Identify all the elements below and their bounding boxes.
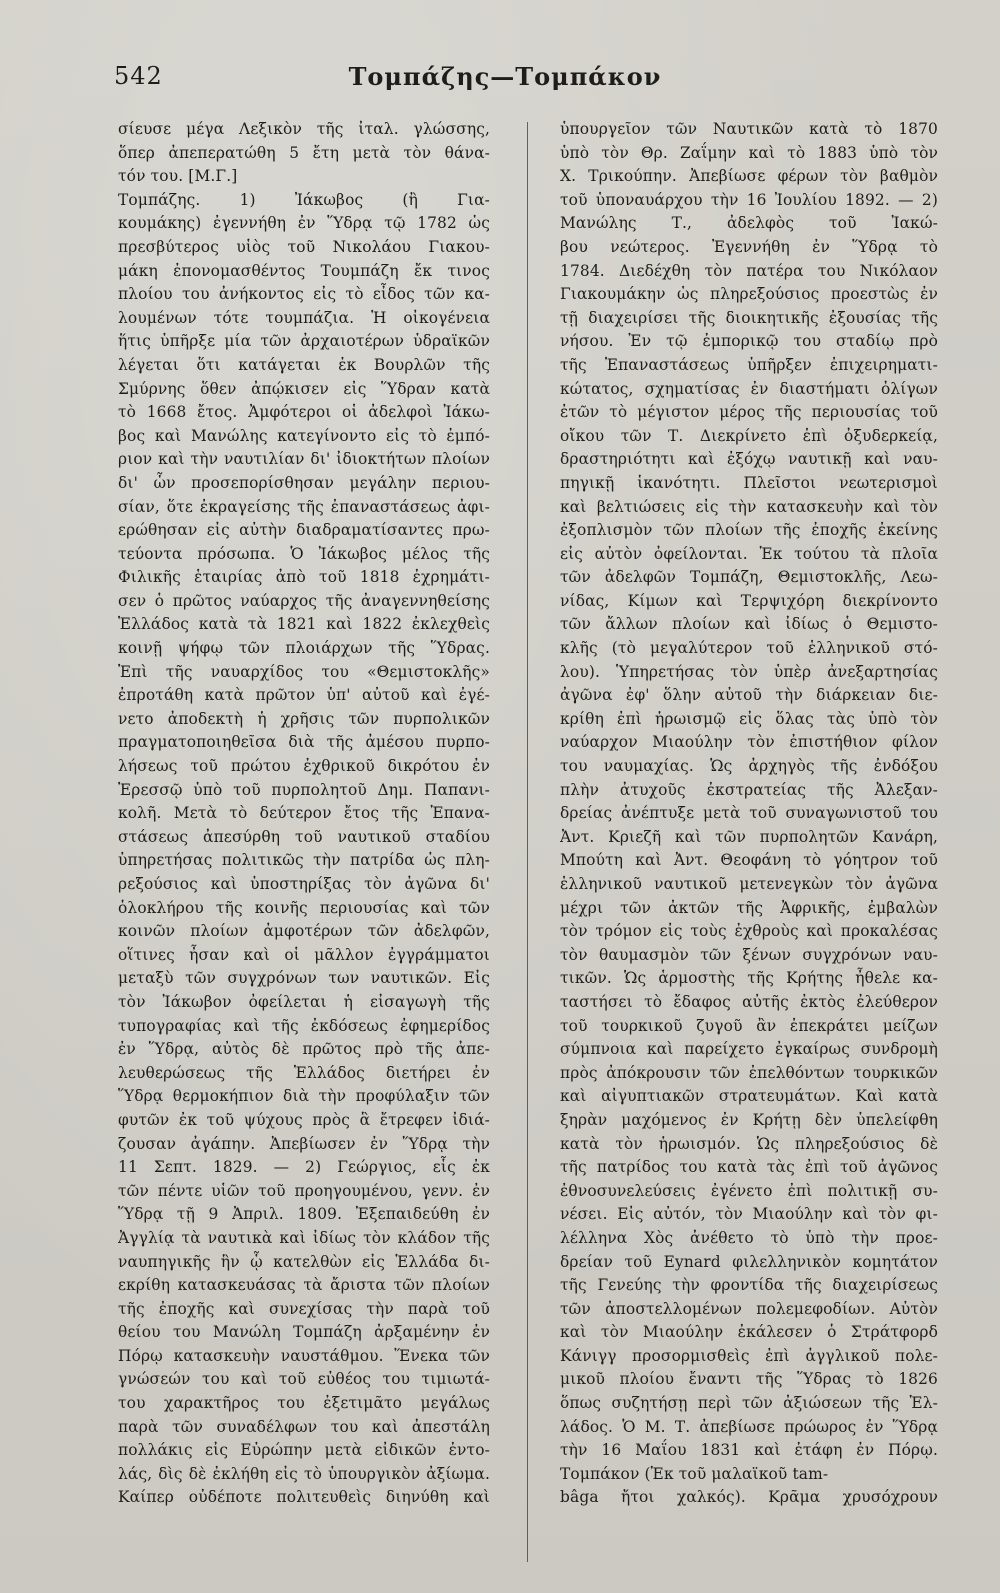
text-line: πραγματοποιηθεῖσα διὰ τῆς ἀμέσου πυρπο- [118, 733, 490, 752]
text-line: ξηρὰν μαχόμενος ἐν Κρήτῃ δὲν ὑπελείφθη [560, 1110, 938, 1129]
text-line: 1784. Διεδέχθη τὸν πατέρα του Νικόλαον [560, 261, 938, 280]
text-line: ὅπερ ἀπεπερατώθη 5 ἔτη μετὰ τὸν θάνα- [118, 143, 490, 162]
text-line: σίευσε μέγα Λεξικὸν τῆς ἰταλ. γλώσσης, [118, 120, 490, 138]
text-line: δρείαν τοῦ Eynard φιλελληνικὸν κομητάτον [560, 1252, 938, 1271]
text-line: ὁλοκλήρου τῆς κοινῆς περιουσίας καὶ τῶν [118, 898, 490, 917]
text-line: τῶν ἀδελφῶν Τομπάζη, Θεμιστοκλῆς, Λεω- [560, 568, 938, 587]
text-line: μάκη ἐπονομασθέντος Τουμπάζη ἔκ τινος [118, 261, 490, 280]
text-line: Μπούτη καὶ Ἀντ. Θεοφάνη τὸ γόητρον τοῦ [560, 851, 938, 870]
text-line: Ἐρεσσῷ ὑπὸ τοῦ πυρπολητοῦ Δημ. Παπανι- [118, 780, 490, 799]
text-line: πλοίου του ἀνήκοντος εἰς τὸ εἶδος τῶν κα- [118, 285, 490, 304]
text-line: κοινῶν πλοίων ἀμφοτέρων τῶν ἀδελφῶν, [118, 922, 490, 941]
text-line: πηγικῇ ἱκανότητι. Πλεῖστοι νεωτερισμοὶ [560, 473, 938, 492]
text-line: εκρίθη κατασκευάσας τὰ ἄριστα τῶν πλοίων [118, 1276, 490, 1295]
text-line: Φιλικῆς ἑταιρίας ἀπὸ τοῦ 1818 ἐχρημάτι- [118, 568, 490, 587]
text-line: ὅπως συζητήσῃ περὶ τῶν ἀξιώσεων τῆς Ἑλ- [560, 1394, 938, 1413]
text-line: καὶ τὸν Μιαούλην ἐκάλεσεν ὁ Στράτφορδ [560, 1323, 938, 1342]
page-number: 542 [114, 62, 163, 90]
text-line: νήσου. Ἐν τῷ ἐμπορικῷ του σταδίῳ πρὸ [560, 332, 938, 351]
text-line: ἐθνοσυνελεύσεις ἐγένετο ἐπὶ πολιτικῇ συ- [560, 1181, 938, 1200]
text-line: πλὴν ἀτυχοῦς ἐκστρατείας τῆς Ἀλεξαν- [560, 780, 938, 799]
text-line: Καίπερ οὐδέποτε πολιτευθεὶς διηνύθη καὶ [118, 1488, 490, 1507]
text-line: τῇ διαχειρίσει τῆς διοικητικῆς ἐξουσίας τῆς [560, 308, 938, 327]
text-line: ἐν Ὕδρᾳ, αὐτὸς δὲ πρῶτος πρὸ τῆς ἀπε- [118, 1040, 490, 1059]
text-line: τὸν θαυμασμὸν τῶν ξένων συγχρόνων ναυ- [560, 945, 938, 964]
text-line: λου). Ὑπηρετήσας τὸν ὑπὲρ ἀνεξαρτησίας [560, 662, 938, 681]
text-line: ερώθησαν εἰς αὐτὴν διαδραματίσαντες πρω- [118, 521, 490, 540]
text-line: λάς, δὶς δὲ ἐκλήθη εἰς τὸ ὑπουργικὸν ἀξίωμα. [118, 1464, 490, 1483]
text-line: δι' ὧν προσεπορίσθησαν μεγάλην περιου- [118, 473, 490, 492]
text-line: γνώσεών του καὶ τοῦ εὐθέος του τιμιωτά- [118, 1370, 490, 1389]
text-line: ταστήσει τὸ ἔδαφος αὐτῆς ἐκτὸς ἐλεύθερον [560, 992, 938, 1011]
text-line: τῶν πέντε υἱῶν τοῦ προηγουμένου, γενν. ἐν [118, 1181, 490, 1200]
text-line: εἰς αὐτὸν ὀφείλονται. Ἐκ τούτου τὰ πλοῖα [560, 544, 938, 563]
left-text-column [118, 118, 490, 1510]
text-line: τὴν 16 Μαΐου 1831 καὶ ἐτάφη ἐν Πόρῳ. [560, 1441, 938, 1460]
text-line: Πόρῳ κατασκευὴν ναυστάθμου. Ἕνεκα τῶν [118, 1346, 490, 1365]
text-line: μέχρι τῶν ἀκτῶν τῆς Ἀφρικῆς, ἐμβαλὼν [560, 898, 938, 917]
text-line: βου νεώτερος. Ἐγεννήθη ἐν Ὕδρᾳ τὸ [560, 237, 938, 256]
text-line: νετο ἀποδεκτὴ ἡ χρῆσις τῶν πυρπολικῶν [118, 709, 490, 728]
text-line: τικῶν. Ὡς ἁρμοστὴς τῆς Κρήτης ἦθελε κα- [560, 969, 938, 988]
text-line: Τομπάκον (Ἐκ τοῦ μαλαϊκοῦ tam- [560, 1464, 829, 1483]
text-line: κρίθη ἐπὶ ἡρωισμῷ εἰς ὅλας τὰς ὑπὸ τὸν [560, 709, 938, 728]
text-line: ἑλληνικοῦ ναυτικοῦ μετενεγκὼν τὸν ἀγῶνα [560, 875, 938, 893]
text-line: κώτατος, σχηματίσας ἐν διαστήματι ὀλίγων [560, 379, 938, 398]
text-line: Μανώλης Τ., ἀδελφὸς τοῦ Ἰακώ- [560, 214, 938, 233]
text-line: Ἐπὶ τῆς ναυαρχίδος του «Θεμιστοκλῆς» [118, 662, 490, 681]
text-line: Τομπάζης. 1) Ἰάκωβος (ἢ Για- [118, 190, 490, 209]
text-line: τῆς Γενεύης τὴν φροντίδα τῆς διαχειρίσεως [560, 1276, 938, 1295]
text-line: Ὕδρᾳ τῇ 9 Ἀπριλ. 1809. Ἐξεπαιδεύθη ἐν [118, 1205, 490, 1224]
text-line: κουμάκης) ἐγεννήθη ἐν Ὕδρᾳ τῷ 1782 ὡς [118, 214, 490, 233]
text-line: λουμένων τότε τουμπάζια. Ἡ οἰκογένεια [118, 308, 490, 327]
text-line: θείου του Μανώλη Τομπάζη ἀρξαμένην ἐν [118, 1323, 490, 1342]
text-line: Ἀντ. Κριεζῆ καὶ τῶν πυρπολητῶν Κανάρη, [560, 827, 938, 846]
text-line: κολῆ. Μετὰ τὸ δεύτερον ἔτος τῆς Ἐπανα- [118, 804, 490, 823]
text-line: ὑπὸ τὸν Θρ. Ζαΐμην καὶ τὸ 1883 ὑπὸ τὸν [560, 143, 938, 162]
text-line: τοῦ τουρκικοῦ ζυγοῦ ἂν ἐπεκράτει μείζων [560, 1016, 938, 1035]
text-line: ναυπηγικῆς ἣν ᾧ κατελθὼν εἰς Ἑλλάδα δι- [118, 1252, 490, 1271]
text-line: Κάνιγγ προσορμισθεὶς ἐπὶ ἀγγλικοῦ πολε- [560, 1346, 938, 1365]
text-line: οἵτινες ἦσαν καὶ οἱ μᾶλλον ἐγγράμματοι [118, 945, 490, 964]
text-line: Ὕδρᾳ θερμοκήπιον διὰ τὴν προφύλαξιν τῶν [118, 1087, 490, 1106]
text-line: του ναυμαχίας. Ὡς ἀρχηγὸς τῆς ἐνδόξου [560, 757, 938, 776]
text-line: τῶν ἄλλων πλοίων καὶ ἰδίως ὁ Θεμιστο- [560, 615, 938, 634]
text-line: σίαν, ὅτε ἐκραγείσης τῆς ἐπαναστάσεως ἀφι- [118, 497, 490, 516]
text-line: ἐπροτάθη κατὰ πρῶτον ὑπ' αὐτοῦ καὶ ἐγέ- [118, 686, 490, 705]
text-line: δρείας ἀνέπτυξε μετὰ τοῦ συναγωνιστοῦ του [560, 804, 938, 823]
text-line: Ἑλλάδος κατὰ τὰ 1821 καὶ 1822 ἐκλεχθεὶς [118, 615, 490, 634]
text-line: μεταξὺ τῶν συγχρόνων των ναυτικῶν. Εἰς [118, 969, 490, 988]
text-line: ἥτις ὑπῆρξε μία τῶν ἀρχαιοτέρων ὑδραϊκῶν [118, 332, 490, 351]
column-divider [527, 122, 528, 1562]
text-line: οἴκου τῶν Τ. Διεκρίνετο ἐπὶ ὀξυδερκείᾳ, [560, 426, 938, 445]
right-text-column [560, 118, 938, 1510]
text-line: καὶ αἰγυπτιακῶν στρατευμάτων. Καὶ κατὰ [560, 1087, 938, 1106]
text-line: παρὰ τῶν συναδέλφων του καὶ ἀπεστάλη [118, 1417, 490, 1436]
text-line: ζουσαν ἀγάπην. Ἀπεβίωσεν ἐν Ὕδρᾳ τὴν [118, 1134, 490, 1153]
text-line: ὑπηρετήσας πολιτικῶς τὴν πατρίδα ὡς πλη- [118, 851, 490, 870]
text-line: νίδας, Κίμων καὶ Τερψιχόρη διεκρίνοντο [560, 591, 938, 610]
text-line: Ἀγγλίᾳ τὰ ναυτικὰ καὶ ἰδίως τὸν κλάδον τῆς [118, 1228, 490, 1247]
text-line: σεν ὁ πρῶτος ναύαρχος τῆς ἀναγεννηθείσης [118, 591, 490, 610]
text-line: σύμπνοια καὶ παρείχετο ἐγκαίρως συνδρομὴ [560, 1040, 938, 1059]
text-line: βος καὶ Μανώλης κατεγίνοντο εἰς τὸ ἐμπό- [118, 426, 490, 445]
text-line: ὑπουργεῖον τῶν Ναυτικῶν κατὰ τὸ 1870 [560, 120, 938, 138]
text-line: ἐξοπλισμὸν τῶν πλοίων τῆς ἐποχῆς ἐκείνης [560, 521, 938, 540]
text-line: λέλληνα Χὸς ἀνέθετο τὸ ὑπὸ τὴν προε- [560, 1228, 938, 1247]
text-line: τόν του. [Μ.Γ.] [118, 167, 238, 186]
text-line: Γιακουμάκην ὡς πληρεξούσιος προεστὼς ἐν [560, 285, 938, 304]
text-line: πολλάκις εἰς Εὐρώπην μετὰ εἰδικῶν ἐντο- [118, 1441, 490, 1460]
text-line: ριον καὶ τὴν ναυτιλίαν δι' ἰδιοκτήτων πλοίων [118, 450, 490, 469]
text-line: κατὰ τὸν ἡρωισμόν. Ὡς πληρεξούσιος δὲ [560, 1134, 938, 1153]
text-line: Χ. Τρικούπην. Ἀπεβίωσε φέρων τὸν βαθμὸν [560, 167, 938, 186]
text-line: ρεξούσιος καὶ ὑποστηρίξας τὸν ἀγῶνα δι' [118, 875, 490, 893]
text-line: στάσεως ἀπεσύρθη τοῦ ναυτικοῦ σταδίου [118, 827, 490, 846]
text-line: νέσει. Εἰς αὐτόν, τὸν Μιαούλην καὶ τὸν φι- [560, 1205, 938, 1224]
text-line: πρὸς ἀπόκρουσιν τῶν ἐπελθόντων τουρκικῶν [560, 1063, 938, 1082]
text-line: ἀγῶνα ἐφ' ὅλην αὐτοῦ τὴν διάρκειαν διε- [560, 686, 938, 705]
text-line: λευθερώσεως τῆς Ἑλλάδος διετήρει ἐν [118, 1063, 490, 1082]
text-line: καὶ βελτιώσεις εἰς τὴν κατασκευὴν καὶ τὸν [560, 497, 938, 516]
page-header [110, 62, 900, 98]
text-line: κλῆς (τὸ μεγαλύτερον τοῦ ἑλληνικοῦ στό- [560, 639, 938, 658]
text-line: του χαρακτῆρος του ἐξετιμᾶτο μεγάλως [118, 1394, 490, 1413]
text-line: τυπογραφίας καὶ τῆς ἐκδόσεως ἐφημερίδος [118, 1016, 490, 1035]
text-line: 11 Σεπτ. 1829. — 2) Γεώργιος, εἷς ἐκ [118, 1158, 490, 1177]
text-line: ἐτῶν τὸ μέγιστον μέρος τῆς περιουσίας τοῦ [560, 403, 938, 422]
text-line: λήσεως τοῦ πρώτου ἐχθρικοῦ δικρότου ἐν [118, 757, 490, 776]
text-line: τὸ 1668 ἔτος. Ἀμφότεροι οἱ ἀδελφοὶ Ἰάκω- [118, 403, 490, 422]
text-line: τοῦ ὑποναυάρχου τὴν 16 Ἰουλίου 1892. — 2) [560, 190, 938, 209]
text-line: τῆς ἐποχῆς καὶ συνεχίσας τὴν παρὰ τοῦ [118, 1299, 490, 1318]
text-line: τῆς πατρίδος του κατὰ τὰς ἐπὶ τοῦ ἀγῶνος [560, 1158, 938, 1177]
text-line: τῆς Ἐπαναστάσεως ὑπῆρξεν ἐπιχειρηματι- [560, 355, 938, 374]
text-line: ναύαρχον Μιαούλην τὸν ἐπιστήθιον φίλον [560, 733, 938, 752]
running-title: Τομπάζης—Τομπάκον [348, 62, 662, 91]
text-line: κοινῇ ψήφῳ τῶν πλοιάρχων τῆς Ὕδρας. [118, 639, 490, 658]
text-line: φυτῶν ἐκ τοῦ ψύχους πρὸς ἃ ἔτρεφεν ἰδιά- [118, 1110, 490, 1129]
text-line: δραστηριότητι καὶ ἐξόχῳ ναυτικῇ καὶ ναυ- [560, 450, 938, 469]
text-line: πρεσβύτερος υἱὸς τοῦ Νικολάου Γιακου- [118, 237, 490, 256]
text-line: bâga ἤτοι χαλκός). Κρᾶμα χρυσόχρουν [560, 1488, 938, 1507]
text-line: τῶν ἀποστελλομένων πολεμεφοδίων. Αὐτὸν [560, 1299, 938, 1318]
text-line: τεύοντα πρόσωπα. Ὁ Ἰάκωβος μέλος τῆς [118, 544, 490, 563]
text-line: τὸν Ἰάκωβον ὀφείλεται ἡ εἰσαγωγὴ τῆς [118, 992, 490, 1011]
text-line: λάδος. Ὁ Μ. Τ. ἀπεβίωσε πρώωρος ἐν Ὕδρᾳ [560, 1417, 938, 1436]
text-line: τὸν τρόμον εἰς τοὺς ἐχθροὺς καὶ προκαλέσας [560, 922, 938, 941]
text-line: μικοῦ πλοίου ἔναντι τῆς Ὕδρας τὸ 1826 [560, 1370, 938, 1389]
text-line: λέγεται ὅτι κατάγεται ἐκ Βουρλῶν τῆς [118, 355, 490, 374]
text-line: Σμύρνης ὅθεν ἀπῴκισεν εἰς Ὕδραν κατὰ [118, 379, 490, 398]
